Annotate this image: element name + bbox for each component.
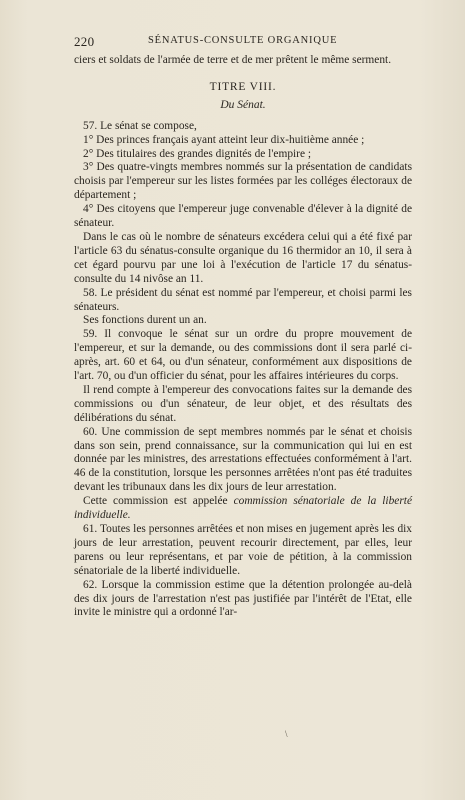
running-head: SÉNATUS-CONSULTE ORGANIQUE <box>148 35 338 46</box>
page-header <box>74 34 409 50</box>
titre-heading: TITRE VIII. <box>209 80 277 93</box>
article-60: 60. Une commission de sept membres nommés par le sénat et choisis dans son sein, prend connaissance, sur la communication qui lui en est donnée par les ministres, des arrestations effectuées conformément à l'art. 46 de la constitution, lorsque les personnes arrêtées n'ont pas été traduites devant les tribunaux dans les dix jours de leur arrestation. <box>74 425 412 494</box>
paragraph-continuation: ciers et soldats de l'armée de terre et de mer prêtent le même serment. <box>74 54 392 66</box>
article-58: 58. Le président du sénat est nommé par l'empereur, et choisi parmi les sénateurs. <box>74 286 412 313</box>
article-57-item-1: 1° Des princes français ayant atteint leur dix-huitième année ; <box>83 133 365 146</box>
section-title: Du Sénat. <box>220 98 266 111</box>
article-57: 57. Le sénat se compose, <box>83 119 197 132</box>
page-number: 220 <box>74 34 95 49</box>
article-58-paragraph: Ses fonctions durent un an. <box>83 314 207 327</box>
article-60-paragraph <box>74 495 412 523</box>
article-59: 59. Il convoque le sénat sur un ordre du propre mouvement de l'empereur, et sur la demande, ou des commissions dont il sera parlé ci-après, art. 60 et 64, ou d'un sénateur, conformément aux dispositions de l'art. 70, ou d'un officier du sénat, pour les affaires intérieures du corps. <box>74 328 412 383</box>
article-59-paragraph: Il rend compte à l'empereur des convocations faites sur la demande des commissions ou d'un sénateur, de leur objet, et des résultats des délibérations du sénat. <box>74 383 412 424</box>
page-body <box>74 54 412 620</box>
article-57-item-2: 2° Des titulaires des grandes dignités de l'empire ; <box>83 147 312 160</box>
article-57-paragraph: Dans le cas où le nombre de sénateurs excédera celui qui a été fixé par l'article 63 du sénatus-consulte organique du 16 thermidor an 10, il sera à cet égard pourvu par une loi à l'exécution de l'article 17 du sénatus-consulte du 14 nivôse an 11. <box>74 230 412 285</box>
article-60-paragraph-text: Cette commission est appelée <box>83 495 234 508</box>
commission-name: commission sénatoriale de la liberté individuelle. <box>74 495 413 522</box>
bottom-mark: \ <box>285 729 288 739</box>
article-57-item-3: 3° Des quatre-vingts membres nommés sur la présentation de candidats choisis par l'empereur sur les listes formées par les colléges électoraux de département ; <box>74 161 412 202</box>
article-57-item-4: 4° Des citoyens que l'empereur juge convenable d'élever à la dignité de sénateur. <box>74 203 412 230</box>
article-61: 61. Toutes les personnes arrêtées et non mises en jugement après les dix jours de leur arrestation, peuvent recourir directement, par elles, leur parens ou leur représentans, et par voie de pétition, à la commission sénatoriale de la liberté individuelle. <box>74 523 412 577</box>
article-62: 62. Lorsque la commission estime que la détention prolongée au-delà des dix jours de l'arrestation n'est pas justifiée par l'intérêt de l'Etat, elle invite le ministre qui a ordonné l'ar- <box>74 578 412 619</box>
